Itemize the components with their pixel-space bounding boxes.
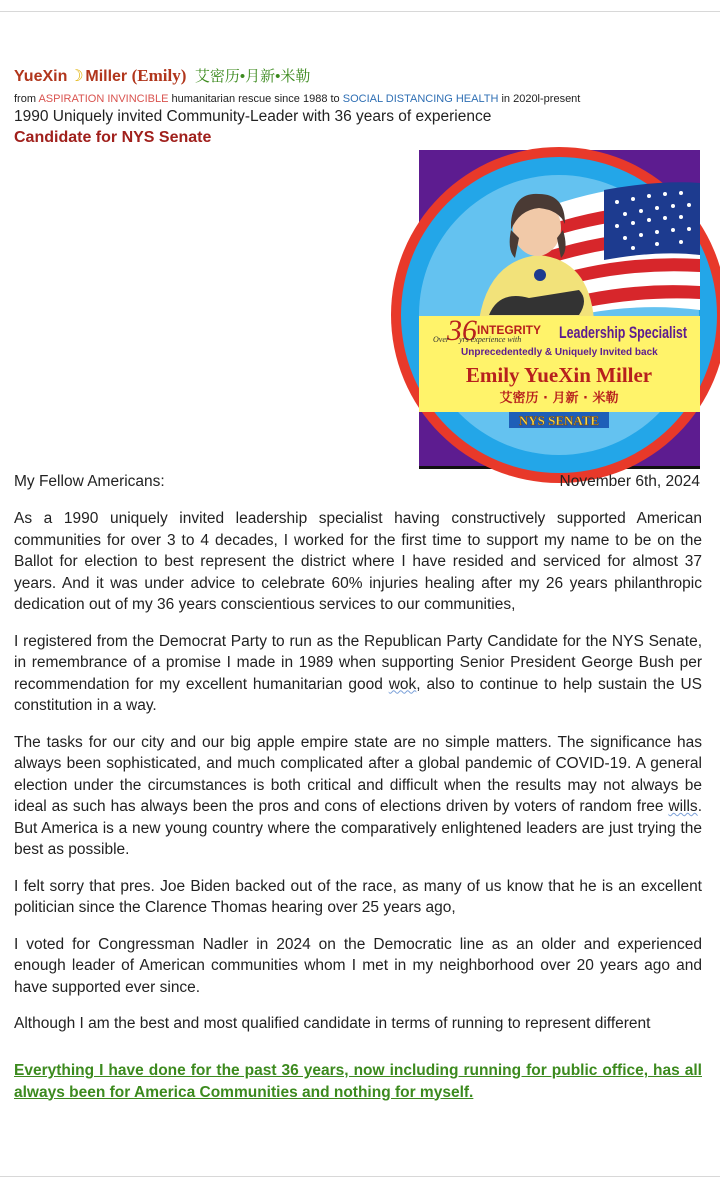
poster-specialist: Leadership Specialist bbox=[559, 323, 688, 342]
name-first: YueXin bbox=[14, 68, 68, 85]
poster-name: Emily YueXin Miller bbox=[465, 363, 653, 387]
greeting: My Fellow Americans: bbox=[14, 473, 165, 490]
name-last: Miller bbox=[85, 68, 128, 85]
candidacy-line: Candidate for NYS Senate bbox=[14, 129, 212, 146]
tagline-prefix: from bbox=[14, 93, 36, 105]
spell-check-word: wok bbox=[388, 675, 417, 693]
moon-icon: ☽ bbox=[69, 68, 84, 85]
name-nickname: (Emily) bbox=[131, 66, 187, 85]
name-chinese: 艾密历•月新•米勒 bbox=[194, 68, 311, 85]
tagline-social: SOCIAL DISTANCING HEALTH bbox=[342, 93, 499, 105]
paragraph-3-end: . But America is a new young country where the comparatively enlightened leaders are just trying the best as possible. bbox=[14, 798, 702, 858]
letter-page bbox=[14, 66, 702, 1101]
tagline bbox=[14, 91, 702, 107]
paragraph-2 bbox=[14, 631, 702, 717]
paragraph-2-end: , also to continue to help sustain the US constitution in a way. bbox=[14, 675, 702, 714]
letter-date: November 6th, 2024 bbox=[559, 473, 700, 490]
tagline-middle: humanitarian rescue since 1988 to bbox=[171, 93, 340, 105]
campaign-poster bbox=[419, 150, 700, 469]
paragraph-6: Although I am the best and most qualified candidate in terms of running to represent different bbox=[14, 1015, 651, 1032]
experience-line: 1990 Uniquely invited Community-Leader with 36 years of experience bbox=[14, 108, 492, 125]
candidate-name bbox=[14, 66, 702, 87]
paragraph-1: As a 1990 uniquely invited leadership specialist having constructively supported American communities for over 3 to 4 decades, I worked for the first time to support my name to be on the Ballot for election to best represent the district where I have resided and serviced for almost 37 years. And it was under advice to celebrate 60% injuries healing after my 26 years philanthropic dedication out of my 36 years conscientious services to our communities, bbox=[14, 510, 702, 613]
poster-yrs-text: yrs experience with bbox=[459, 335, 522, 344]
paragraph-3-start: The tasks for our city and our big apple empire state are no simple matters. The significance has always been sophisticated, and much complicated after a global pandemic of COVID-19. A general election under the circumstances is both critical and difficult when the results may not always be ideal as such has always been the pros and cons of elections driven by voters of random free bbox=[14, 733, 702, 815]
letter-body bbox=[14, 508, 702, 1050]
paragraph-4: I felt sorry that pres. Joe Biden backed out of the race, as many of us know that he is an excellent politician since the Clarence Thomas hearing over 25 years ago, bbox=[14, 877, 702, 916]
poster-big-number: 36 bbox=[447, 314, 477, 347]
bottom-divider bbox=[0, 1176, 720, 1177]
tagline-aspiration: ASPIRATION INVINCIBLE bbox=[38, 93, 169, 105]
spell-check-word: wills bbox=[668, 798, 698, 815]
greeting-row bbox=[14, 471, 702, 493]
poster-uniquely: Unprecedentedly & Uniquely Invited back bbox=[461, 347, 658, 358]
poster-graphic bbox=[419, 150, 700, 466]
top-divider bbox=[0, 11, 720, 12]
poster-chinese: 艾密历 · 月新 · 米勒 bbox=[499, 391, 619, 406]
paragraph-5: I voted for Congressman Nadler in 2024 on the Democratic line as an older and experienced enough leader of American communities whom I met in my neighborhood over 20 years ago and have supported ever since. bbox=[14, 935, 702, 996]
tagline-suffix: in 2020l-present bbox=[501, 93, 581, 105]
paragraph-2-start: I registered from the Democrat Party to run as the Republican Party Candidate for the NYS Senate, in remembrance of a promise I made in 1989 when supporting Senior President George Bush per recommendation for my excellent humanitarian good bbox=[14, 632, 702, 693]
paragraph-3 bbox=[14, 732, 702, 861]
poster-over-text: Over bbox=[433, 335, 449, 344]
poster-senate: NYS SENATE bbox=[518, 413, 600, 428]
poster-integrity: INTEGRITY bbox=[477, 323, 542, 337]
closing-statement: Everything I have done for the past 36 years, now including running for public office, has all always been for America Communities and nothing for myself. bbox=[14, 1062, 702, 1101]
